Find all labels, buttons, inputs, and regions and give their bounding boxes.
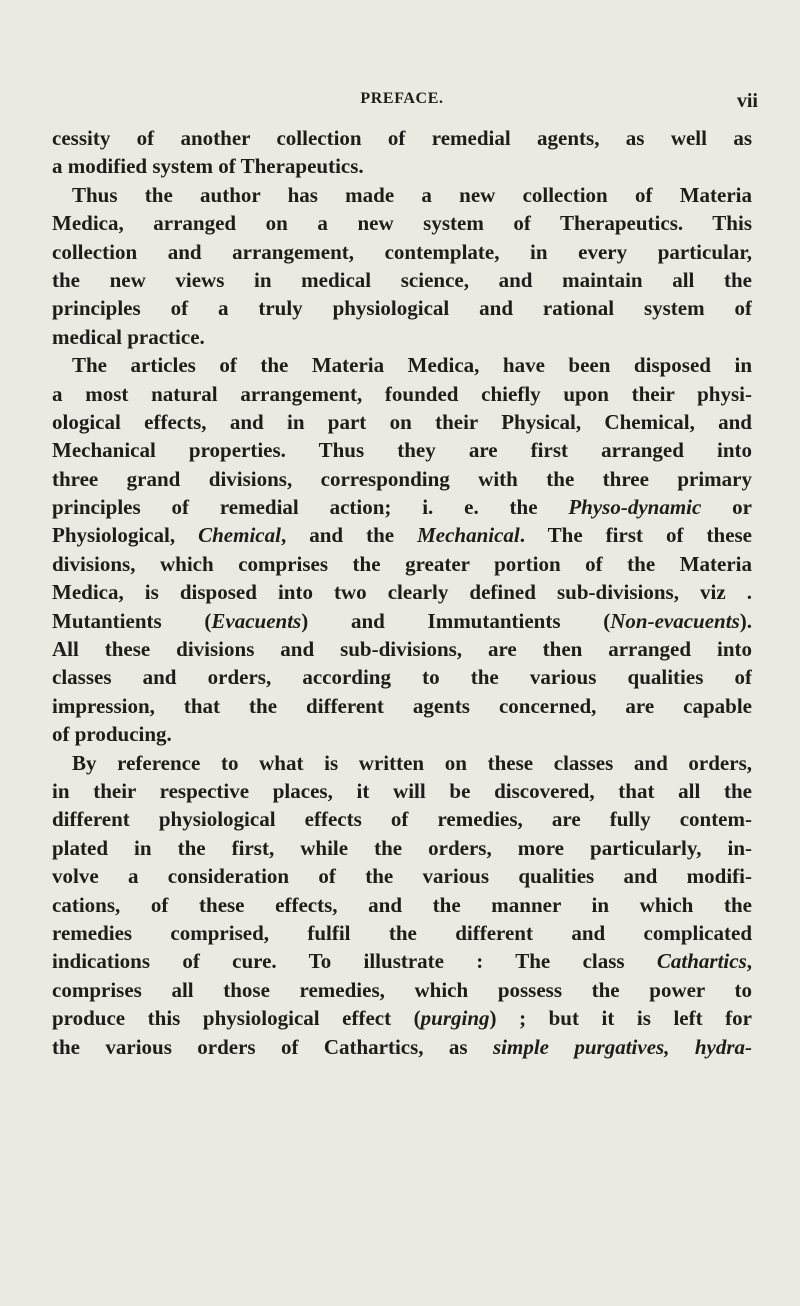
text-line bbox=[52, 294, 752, 322]
page-number: vii bbox=[736, 90, 758, 112]
italic-run: Physo-dynamic bbox=[568, 495, 702, 520]
text-run: indications of cure. To illustrate : The class bbox=[52, 949, 657, 974]
text-line bbox=[52, 493, 752, 521]
text-line bbox=[52, 692, 752, 720]
text-run: the various orders of Cathartics, as bbox=[52, 1034, 493, 1059]
italic-run: Non-evacuents bbox=[610, 608, 740, 633]
text-run: ) ; but it is left for bbox=[489, 1006, 752, 1031]
text-line bbox=[52, 152, 752, 180]
text-line bbox=[52, 124, 752, 152]
text-run: Medica, is disposed into two clearly defined sub-divisions, viz . bbox=[52, 580, 752, 605]
text-run: the new views in medical science, and maintain all the bbox=[52, 267, 752, 292]
text-line bbox=[52, 408, 752, 436]
italic-run: Cathartics bbox=[656, 949, 747, 974]
text-run: Physiological, bbox=[52, 523, 199, 548]
italic-run: Evacuents bbox=[211, 608, 302, 633]
text-run: divisions, which comprises the greater portion of the Materia bbox=[52, 551, 752, 576]
text-line bbox=[52, 607, 752, 635]
text-line bbox=[52, 181, 752, 209]
text-run: ological effects, and in part on their Physical, Chemical, and bbox=[52, 409, 752, 434]
preface-text bbox=[52, 124, 752, 1061]
text-line bbox=[52, 1033, 752, 1061]
text-run: comprises all those remedies, which possess the power to bbox=[52, 977, 752, 1002]
text-run: remedies comprised, fulfil the different and complicated bbox=[52, 920, 752, 945]
italic-run: purging bbox=[420, 1006, 490, 1031]
text-run: impression, that the different agents concerned, are capable bbox=[52, 693, 752, 718]
text-line bbox=[52, 238, 752, 266]
text-run: medical practice. bbox=[52, 324, 205, 349]
text-run: Mechanical properties. Thus they are first arranged into bbox=[52, 438, 752, 463]
text-run: cessity of another collection of remedial agents, as well as bbox=[52, 126, 752, 150]
text-line bbox=[52, 521, 752, 549]
text-run: or bbox=[701, 495, 752, 520]
page-header bbox=[52, 86, 758, 116]
text-line bbox=[52, 834, 752, 862]
text-run: classes and orders, according to the various qualities of bbox=[52, 665, 752, 690]
text-line bbox=[52, 749, 752, 777]
text-run: The articles of the Materia Medica, have been disposed in bbox=[72, 353, 752, 378]
text-run: principles of remedial action; i. e. the bbox=[52, 495, 569, 520]
text-run: different physiological effects of remedies, are fully contem- bbox=[52, 807, 752, 832]
text-run: in their respective places, it will be discovered, that all the bbox=[52, 778, 752, 803]
text-run: principles of a truly physiological and rational system of bbox=[52, 296, 752, 321]
text-run: All these divisions and sub-divisions, are then arranged into bbox=[52, 637, 752, 662]
italic-run: Mechanical bbox=[417, 523, 520, 548]
text-line bbox=[52, 891, 752, 919]
text-line bbox=[52, 209, 752, 237]
text-run: of producing. bbox=[52, 722, 172, 747]
text-line bbox=[52, 578, 752, 606]
text-line bbox=[52, 380, 752, 408]
text-line bbox=[52, 805, 752, 833]
text-run: , and the bbox=[280, 523, 418, 548]
text-line bbox=[52, 323, 752, 351]
text-line bbox=[52, 663, 752, 691]
text-run: Thus the author has made a new collection of Materia bbox=[72, 182, 752, 207]
text-line bbox=[52, 266, 752, 294]
text-run: produce this physiological effect ( bbox=[52, 1006, 421, 1031]
text-line bbox=[52, 947, 752, 975]
text-run: a modified system of Therapeutics. bbox=[52, 154, 364, 179]
italic-run: Chemical bbox=[198, 523, 281, 548]
text-line bbox=[52, 1004, 752, 1032]
text-run: plated in the first, while the orders, more particularly, in- bbox=[52, 835, 752, 860]
text-run: . The first of these bbox=[519, 523, 752, 548]
running-head: PREFACE. bbox=[360, 90, 444, 107]
text-line bbox=[52, 862, 752, 890]
text-line bbox=[52, 351, 752, 379]
text-run: cations, of these effects, and the manner in which the bbox=[52, 892, 752, 917]
text-run: a most natural arrangement, founded chiefly upon their physi- bbox=[52, 381, 752, 406]
text-line bbox=[52, 436, 752, 464]
text-run: ). bbox=[739, 608, 752, 633]
text-run: Mutantients ( bbox=[52, 608, 212, 633]
text-line bbox=[52, 550, 752, 578]
text-run: collection and arrangement, contemplate, in every particular, bbox=[52, 239, 752, 264]
text-run: Medica, arranged on a new system of Therapeutics. This bbox=[52, 211, 752, 236]
text-line bbox=[52, 635, 752, 663]
text-line bbox=[52, 465, 752, 493]
text-run: volve a consideration of the various qualities and modifi- bbox=[52, 864, 752, 889]
text-line bbox=[52, 919, 752, 947]
text-run: , bbox=[746, 949, 752, 974]
text-run: ) and Immutantients ( bbox=[301, 608, 611, 633]
text-line bbox=[52, 720, 752, 748]
italic-run: simple purgatives, hydra- bbox=[492, 1034, 752, 1059]
text-line bbox=[52, 976, 752, 1004]
text-run: three grand divisions, corresponding with the three primary bbox=[52, 466, 752, 491]
text-line bbox=[52, 777, 752, 805]
text-run: By reference to what is written on these classes and orders, bbox=[72, 750, 752, 775]
